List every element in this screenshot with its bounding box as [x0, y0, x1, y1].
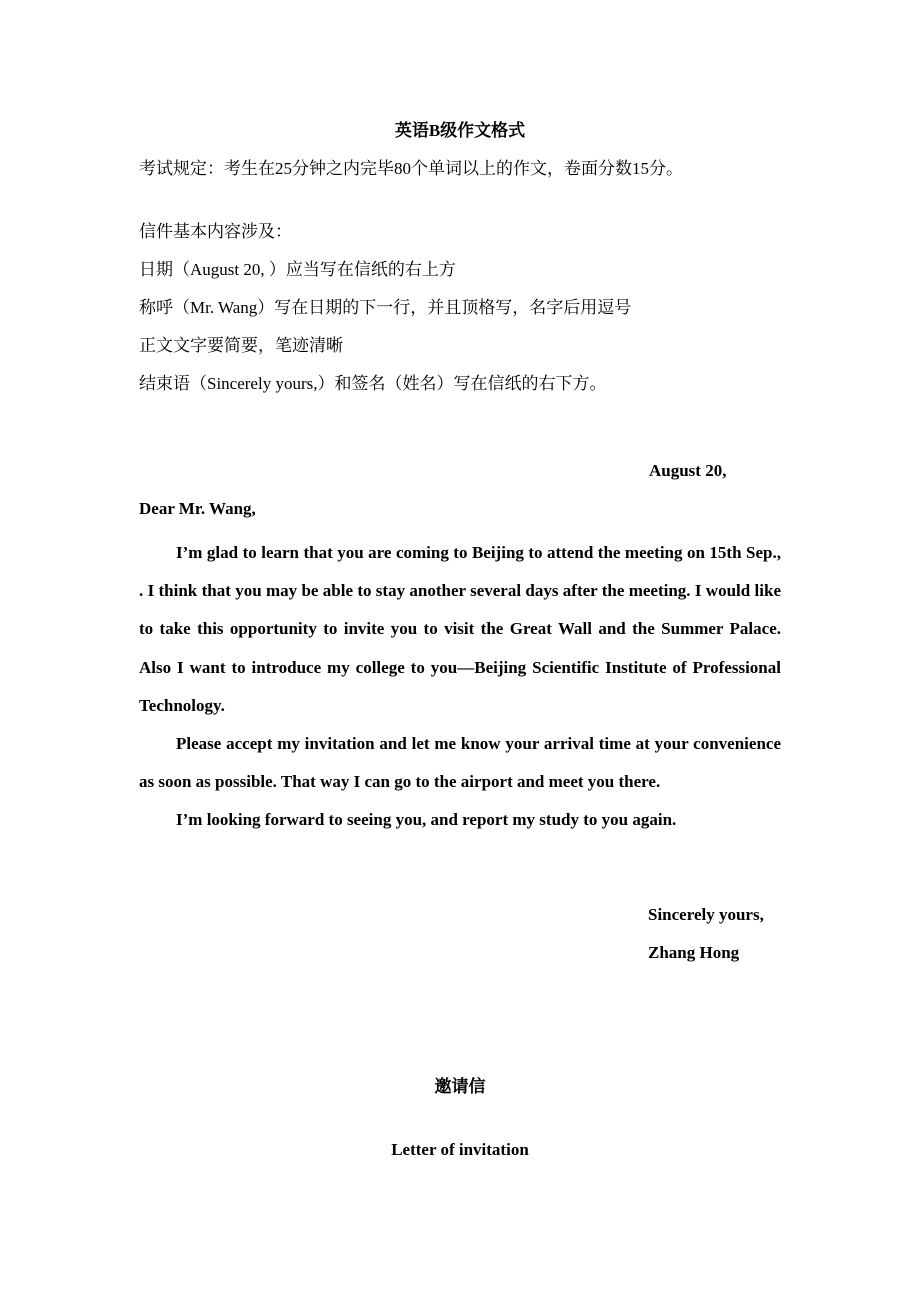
letter-paragraph: Please accept my invitation and let me know your arrival time at your convenience as soon as possible. That way I can go to the airport and meet you there. — [139, 734, 781, 792]
letter-date: August 20, — [649, 461, 727, 480]
section-title-en: Letter of invitation — [391, 1140, 529, 1159]
letter-paragraph: I’m glad to learn that you are coming to Beijing to attend the meeting on 15th Sep., . I think that you may be able to stay another several days after the meeting. I would like to take this opportunity to invite you to visit the Great Wall and the Summer Palace. Also I want to introduce my college to you—Beijing Scientific Institute of Professional Technology. — [139, 543, 781, 715]
exam-rule: 考试规定：考生在25分钟之内完毕80个单词以上的作文，卷面分数15分。 — [139, 159, 683, 178]
section-title-cn: 邀请信 — [434, 1077, 486, 1096]
content-item-date: 日期（August 20, ）应当写在信纸的右上方 — [139, 260, 456, 279]
document-title: 英语B级作文格式 — [394, 121, 526, 140]
letter-closing: Sincerely yours, — [648, 905, 764, 924]
content-item-salutation: 称呼（Mr. Wang）写在日期的下一行，并且顶格写，名字后用逗号 — [139, 298, 632, 317]
letter-body — [139, 534, 781, 840]
letter-salutation: Dear Mr. Wang, — [139, 499, 256, 518]
letter-paragraph: I’m looking forward to seeing you, and report my study to you again. — [176, 810, 677, 830]
content-item-body: 正文文字要简要，笔迹清晰 — [139, 336, 343, 355]
content-item-closing: 结束语（Sincerely yours,）和签名（姓名）写在信纸的右下方。 — [139, 374, 607, 393]
letter-signature: Zhang Hong — [648, 943, 740, 962]
content-heading: 信件基本内容涉及： — [139, 222, 292, 241]
